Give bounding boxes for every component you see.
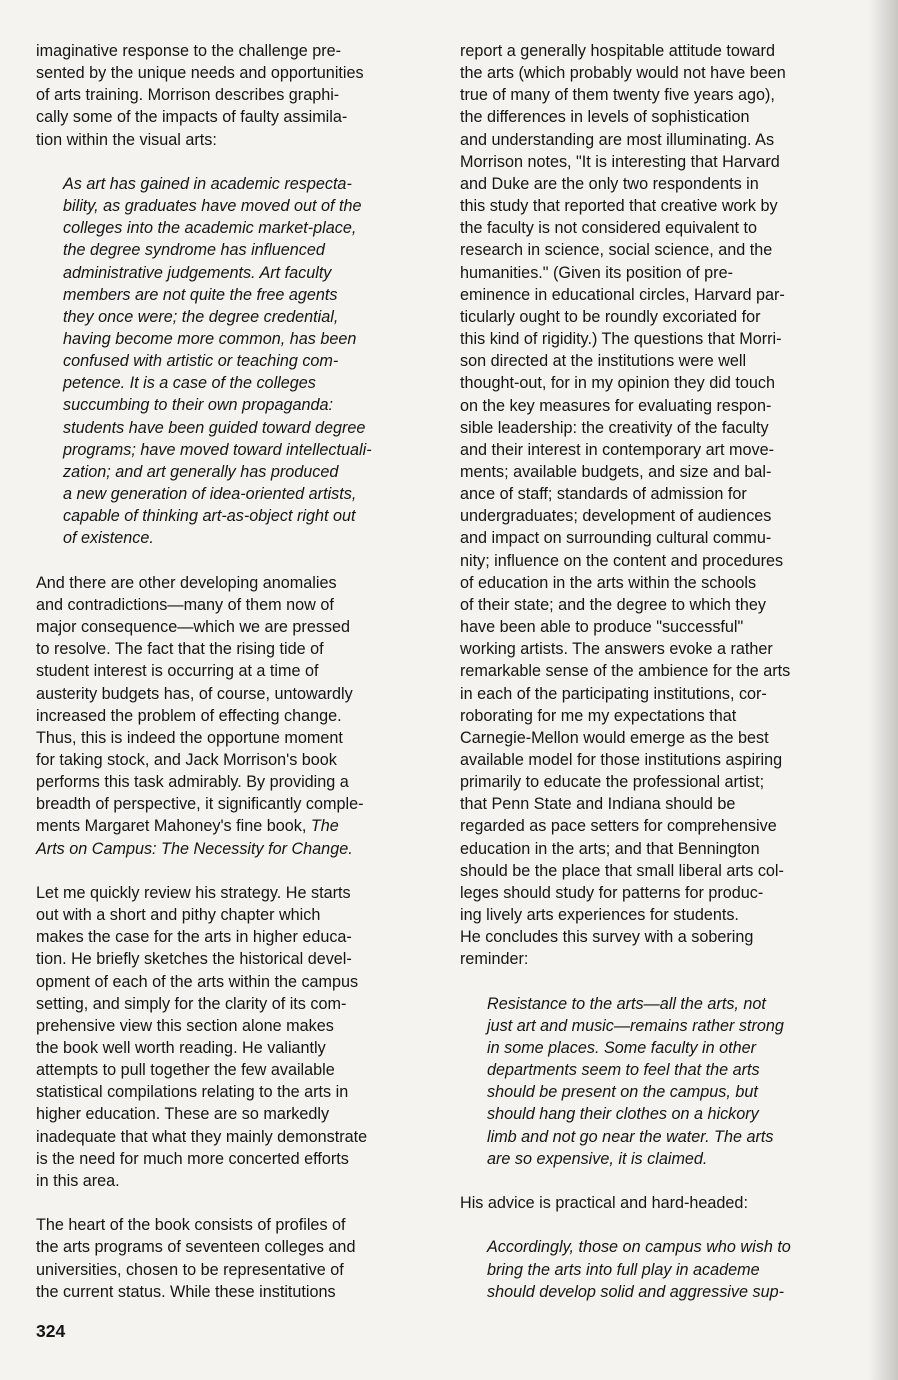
block-quote-resistance: Resistance to the arts—all the arts, not just art and music—remains rather strong in some places. Some faculty in other departments seem to feel that the arts should be present on the campus, but should hang their clothes on a hickory limb and not go near the water. The arts are so expensive, it is claimed. bbox=[487, 994, 784, 1168]
block-quote-accordingly: Accordingly, those on campus who wish to bring the arts into full play in academe should develop solid and aggressive sup- bbox=[487, 1238, 791, 1301]
page-edge-shadow bbox=[868, 0, 898, 1380]
paragraph-gap bbox=[36, 151, 438, 173]
page-number: 324 bbox=[36, 1321, 66, 1341]
paragraph-gap bbox=[460, 1214, 864, 1236]
paragraph-heart-of-book: The heart of the book consists of profiles of the arts programs of seventeen colleges and universities, chosen to be representative of the current status. While these institutions bbox=[36, 1216, 356, 1301]
right-column bbox=[460, 40, 864, 1303]
book-title-arts-on-campus: The Arts on Campus: The Necessity for Change. bbox=[36, 817, 353, 858]
paragraph-strategy: Let me quickly review his strategy. He starts out with a short and pithy chapter which makes the case for the arts in higher educa- tion. He briefly sketches the historical devel- opment of each of the arts within the campus setting, and simply for the clarity of its com- prehensive view this section alone makes the book well worth reading. He valiantly attempts to pull together the few available statistical compilations relating to the arts in higher education. These are so markedly inadequate that what they mainly demonstrate is the need for much more concerted efforts in this area. bbox=[36, 883, 368, 1190]
paragraph-gap bbox=[460, 971, 864, 993]
left-column bbox=[36, 40, 438, 1303]
paragraph-advice: His advice is practical and hard-headed: bbox=[460, 1194, 748, 1213]
paragraph-gap bbox=[36, 860, 438, 882]
paragraph-institutions: report a generally hospitable attitude toward the arts (which probably would not have been true of many of them twenty five years ago), the differences in levels of sophistication and understanding are most illuminating. As Morrison notes, "It is interesting that Harvard and Duke are the only two respondents in this study that reported that creative work by the faculty is not considered equivalent to research in science, social science, and the humanities." (Given its position of pre- eminence in educational circles, Harvard par- ticularly ought to be roundly excoriated for this kind of rigidity.) The questions that Morri- son directed at the institutions were well thought-out, for in my opinion they did touch on the key measures for evaluating respon- sible leadership: the creativity of the faculty and their interest in contemporary art move- ments; available budgets, and size and bal- ance of staff; standards of admission for undergraduates; development of audiences and impact on surrounding cultural commu- nity; influence on the content and procedures of education in the arts within the schools of their state; and the degree to which they have been able to produce "successful" working artists. The answers evoke a rather remarkable sense of the ambience for the arts in each of the participating institutions, cor- roborating for me my expectations that Carnegie-Mellon would emerge as the best available model for those institutions aspiring primarily to educate the professional artist; that Penn State and Indiana should be regarded as pace setters for comprehensive education in the arts; and that Bennington should be the place that small liberal arts col- leges should study for patterns for produc- ing lively arts experiences for students. He concludes this survey with a sobering reminder: bbox=[460, 42, 791, 969]
paragraph-gap bbox=[36, 550, 438, 572]
paragraph-intro: imaginative response to the challenge pre- sented by the unique needs and opportunities of arts training. Morrison describes graphi- cally some of the impacts of faulty assimila- tion within the visual arts: bbox=[36, 42, 364, 149]
paragraph-anomalies-text: And there are other developing anomalies and contradictions—many of them now of major consequence—which we are pressed to resolve. The fact that the rising tide of student interest is occurring at a time of austerity budgets has, of course, untowardly increased the problem of effecting change. Thus, this is indeed the opportune moment for taking stock, and Jack Morrison's book performs this task admirably. By providing a breadth of perspective, it significantly comple- ments Margaret Mahoney's fine book, bbox=[36, 573, 364, 836]
block-quote-degree-syndrome: As art has gained in academic respecta- bility, as graduates have moved out of the colleges into the academic market-place, the degree syndrome has influenced administrative judgements. Art faculty members are not quite the free agents they once were; the degree credential, having become more common, has been confused with artistic or teaching com- petence. It is a case of the colleges succumbing to their own propaganda: students have been guided toward degree programs; have moved toward intellectuali- zation; and art generally has produced a new generation of idea-oriented artists, capable of thinking art-as-object right out of existence. bbox=[63, 174, 372, 548]
paragraph-gap bbox=[36, 1192, 438, 1214]
paragraph-anomalies bbox=[36, 572, 438, 860]
paragraph-gap bbox=[460, 1170, 864, 1192]
